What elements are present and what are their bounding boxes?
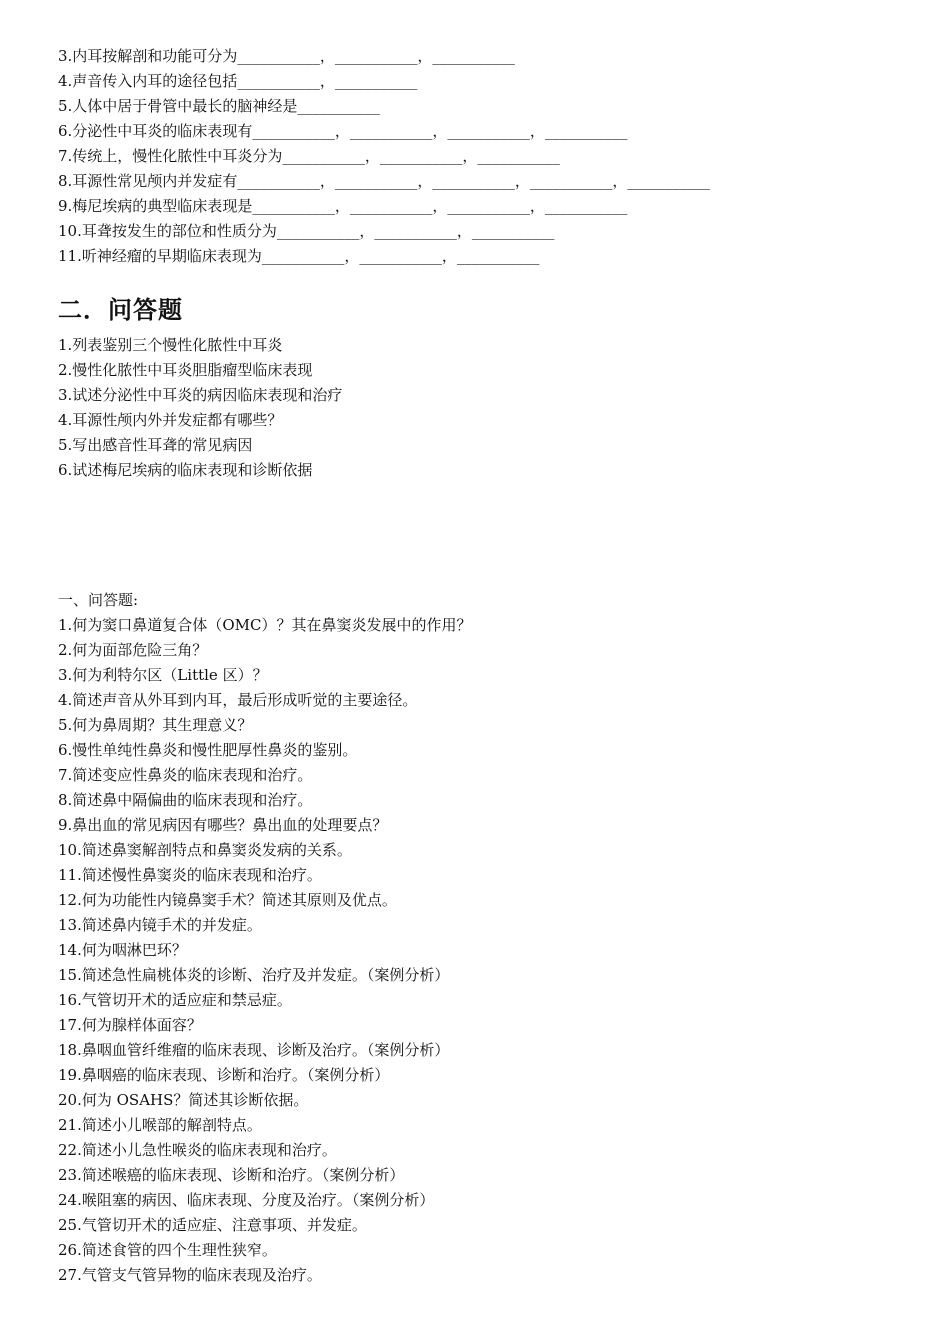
list-item: 5.何为鼻周期？其生理意义？ — [58, 716, 253, 734]
list-item: 7.传统上，慢性化脓性中耳炎分为___________，___________，___________ — [58, 147, 560, 165]
list-item: 11.听神经瘤的早期临床表现为___________，___________，___________ — [58, 247, 540, 265]
list-item: 19.鼻咽癌的临床表现、诊断和治疗。（案例分析） — [58, 1066, 390, 1084]
list-item: 22.简述小儿急性喉炎的临床表现和治疗。 — [58, 1141, 337, 1159]
list-item: 4.声音传入内耳的途径包括___________，___________ — [58, 72, 418, 90]
list-item: 9.鼻出血的常见病因有哪些？鼻出血的处理要点？ — [58, 816, 388, 834]
document-page — [58, 44, 908, 1288]
list-item: 1.何为窦口鼻道复合体（OMC）？其在鼻窦炎发展中的作用？ — [58, 616, 472, 634]
list-item: 3.试述分泌性中耳炎的病因临床表现和治疗 — [58, 386, 343, 404]
list-item: 13.简述鼻内镜手术的并发症。 — [58, 916, 262, 934]
list-item: 10.耳聋按发生的部位和性质分为___________，___________，___________ — [58, 222, 555, 240]
section-heading: 一、问答题: — [58, 591, 139, 609]
list-item: 12.何为功能性内镜鼻窦手术？简述其原则及优点。 — [58, 891, 397, 909]
list-item: 2.何为面部危险三角？ — [58, 641, 208, 659]
list-item: 9.梅尼埃病的典型临床表现是___________，___________，___________，___________ — [58, 197, 628, 215]
list-item: 5.写出感音性耳聋的常见病因 — [58, 436, 253, 454]
list-item: 6.分泌性中耳炎的临床表现有___________，___________，___________，___________ — [58, 122, 628, 140]
list-item: 2.慢性化脓性中耳炎胆脂瘤型临床表现 — [58, 361, 313, 379]
list-item: 20.何为 OSAHS？简述其诊断依据。 — [58, 1091, 309, 1109]
list-item: 5.人体中居于骨管中最长的脑神经是___________ — [58, 97, 380, 115]
list-item: 8.简述鼻中隔偏曲的临床表现和治疗。 — [58, 791, 313, 809]
list-item: 16.气管切开术的适应症和禁忌症。 — [58, 991, 292, 1009]
list-item: 15.简述急性扁桃体炎的诊断、治疗及并发症。（案例分析） — [58, 966, 450, 984]
list-item: 23.简述喉癌的临床表现、诊断和治疗。（案例分析） — [58, 1166, 405, 1184]
list-item: 18.鼻咽血管纤维瘤的临床表现、诊断及治疗。（案例分析） — [58, 1041, 450, 1059]
list-item: 8.耳源性常见颅内并发症有___________，___________，___________，___________，___________ — [58, 172, 710, 190]
question-list — [58, 613, 908, 1288]
list-item: 17.何为腺样体面容？ — [58, 1016, 202, 1034]
list-item: 4.简述声音从外耳到内耳，最后形成听觉的主要途径。 — [58, 691, 418, 709]
list-item: 1.列表鉴别三个慢性化脓性中耳炎 — [58, 336, 283, 354]
section-heading: 二．问答题 — [58, 296, 183, 324]
list-item: 10.简述鼻窦解剖特点和鼻窦炎发病的关系。 — [58, 841, 352, 859]
question-list — [58, 333, 908, 483]
list-item: 3.何为利特尔区（Little 区）？ — [58, 666, 268, 684]
list-item: 24.喉阻塞的病因、临床表现、分度及治疗。（案例分析） — [58, 1191, 435, 1209]
list-item: 25.气管切开术的适应症、注意事项、并发症。 — [58, 1216, 367, 1234]
spacer — [58, 483, 908, 588]
list-item: 14.何为咽淋巴环？ — [58, 941, 187, 959]
list-item: 26.简述食管的四个生理性狭窄。 — [58, 1241, 277, 1259]
list-item: 6.慢性单纯性鼻炎和慢性肥厚性鼻炎的鉴别。 — [58, 741, 358, 759]
list-item: 21.简述小儿喉部的解剖特点。 — [58, 1116, 262, 1134]
list-item: 6.试述梅尼埃病的临床表现和诊断依据 — [58, 461, 313, 479]
list-item: 4.耳源性颅内外并发症都有哪些？ — [58, 411, 283, 429]
list-item: 3.内耳按解剖和功能可分为___________，___________，___________ — [58, 47, 515, 65]
fill-blank-list — [58, 44, 908, 269]
list-item: 27.气管支气管异物的临床表现及治疗。 — [58, 1266, 322, 1284]
list-item: 7.简述变应性鼻炎的临床表现和治疗。 — [58, 766, 313, 784]
list-item: 11.简述慢性鼻窦炎的临床表现和治疗。 — [58, 866, 322, 884]
